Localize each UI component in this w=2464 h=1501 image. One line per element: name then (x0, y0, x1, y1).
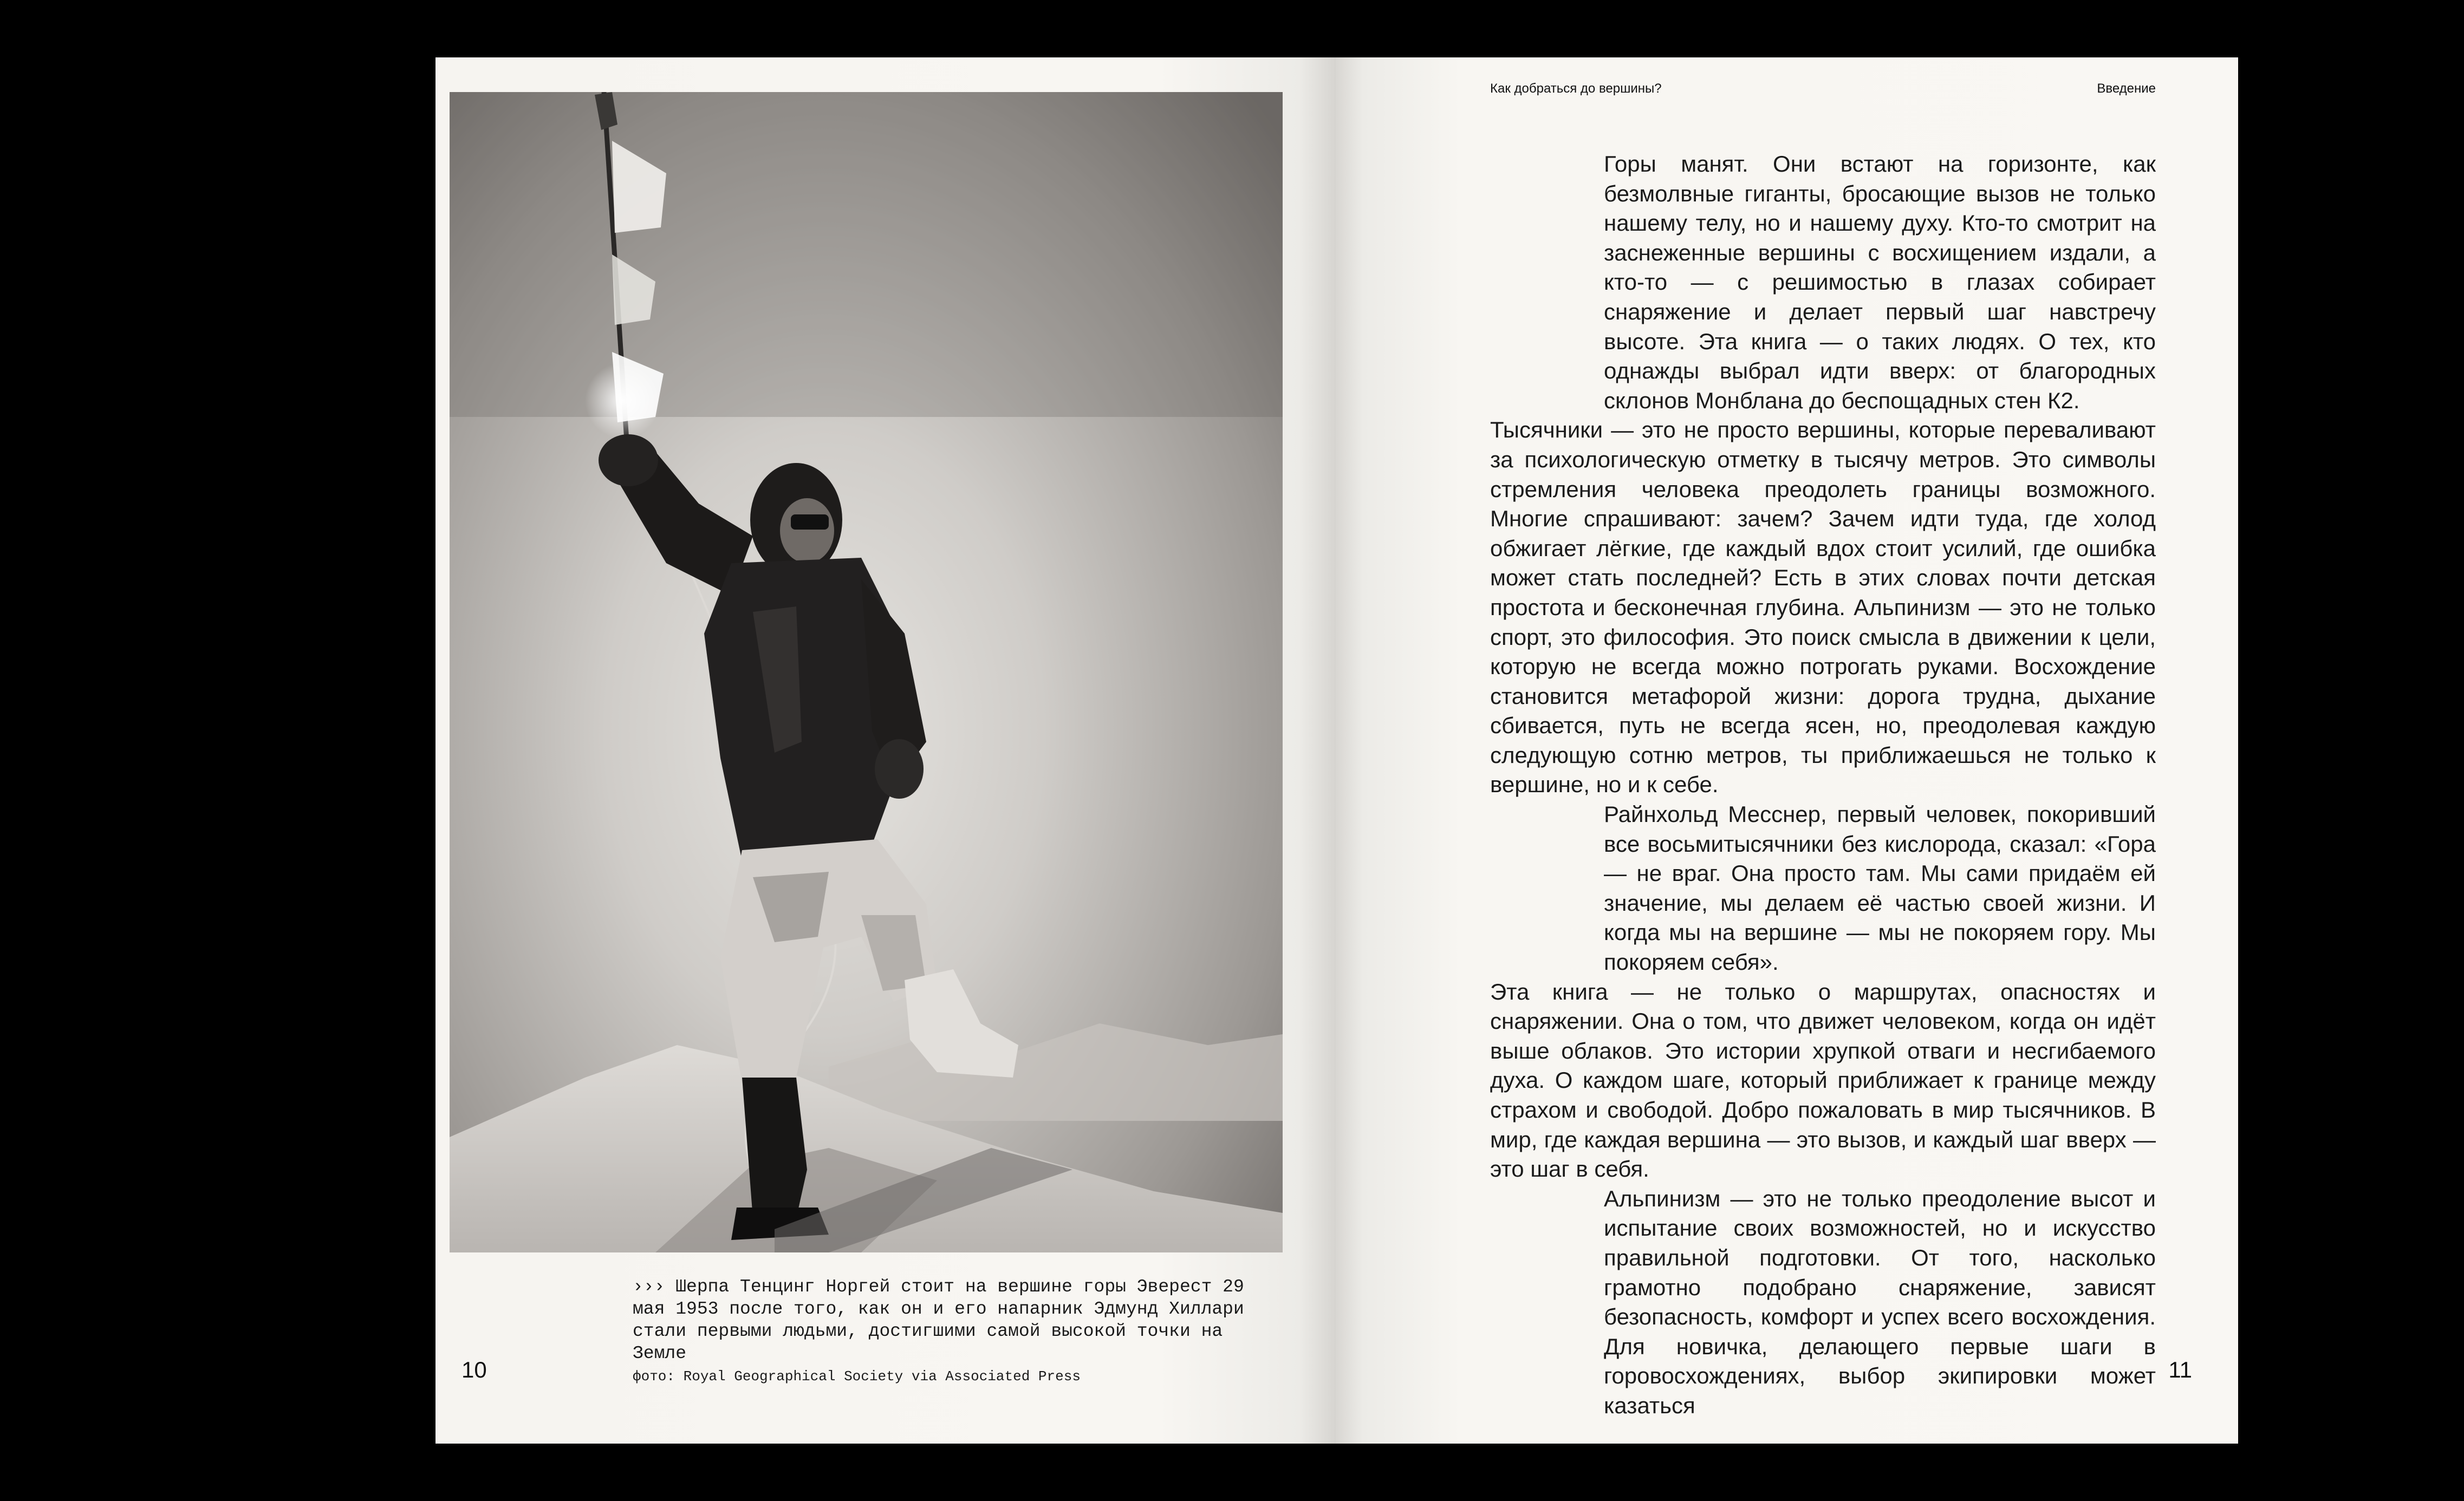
page-number-left: 10 (461, 1357, 487, 1382)
paragraph: Райнхольд Месснер, первый человек, покоривший все восьмитысячники без кислорода, сказал: «Гора — не враг. Она просто там. Мы сами придаём ей значение, мы делаем её частью своей жизни. И когда мы на вершине — мы не покоряем гору. Мы покоряем себя». (1604, 801, 2156, 975)
body-text (1490, 149, 2156, 1421)
caption-text: ››› Шерпа Тенцинг Норгей стоит на вершине горы Эверест 29 мая 1953 после того, как он и его напарник Эдмунд Хиллари стали первыми людьми, достигшими самой высокой точки на Земле (633, 1277, 1244, 1363)
book-spread (435, 57, 2238, 1444)
paragraph: Горы манят. Они встают на горизонте, как безмолвные гиганты, бросающие вызов не только нашему телу, но и нашему духу. Кто-то смотрит на заснеженные вершины с восхищением издали, а кто-то — с решимостью в глазах собирает снаряжение и делает первый шаг навстречу высоте. Эта книга — о таких людях. О тех, кто однажды выбрал идти вверх: от благородных склонов Монблана до беспощадных стен К2. (1604, 151, 2156, 413)
right-page (1336, 57, 2238, 1444)
photo-credit: фото: Royal Geographical Society via Associated Press (633, 1368, 1081, 1385)
paragraph: Эта книга — не только о маршрутах, опасностях и снаряжении. Она о том, что движет человеком, когда он идёт выше облаков. Это истории хрупкой отваги и несгибаемого духа. О каждом шаге, который приближает к границе между страхом и свободой. Добро пожаловать в мир тысячников. В мир, где каждая вершина — это вызов, и каждый шаг вверх — это шаг в себя. (1490, 978, 2156, 1182)
photo-caption (633, 1276, 1250, 1386)
running-head-title: Как добраться до вершины? (1490, 81, 1662, 96)
paragraph: Тысячники — это не просто вершины, которые переваливают за психологическую отметку в тысячу метров. Это символы стремления человека преодолеть границы возможного. Многие спрашивают: зачем? Зачем идти туда, где холод обжигает лёгкие, где каждый вдох стоит усилий, где ошибка может стать последней? Есть в этих словах почти детская простота и бесконечная глубина. Альпинизм — это не только спорт, это философия. Это поиск смысла в движении к цели, которую не всегда можно потрогать руками. Восхождение становится метафорой жизни: дорога трудна, дыхание сбивается, путь не всегда ясен, но, преодолевая каждую следующую сотню метров, ты приближаешься не только к вершине, но и к себе. (1490, 417, 2156, 798)
summit-photo (450, 92, 1283, 1252)
paragraph: Альпинизм — это не только преодоление высот и испытание своих возможностей, но и искусство правильной подготовки. От того, насколько грамотно подобрано снаряжение, зависят безопасность, комфорт и успех всего восхождения. Для новичка, делающего первые шаги в горовосхождениях, выбор экипировки может казаться (1604, 1185, 2156, 1418)
backdrop (101, 0, 2379, 1501)
left-page (435, 57, 1336, 1444)
page-number-right: 11 (2168, 1357, 2192, 1382)
running-head-section: Введение (2097, 81, 2156, 96)
